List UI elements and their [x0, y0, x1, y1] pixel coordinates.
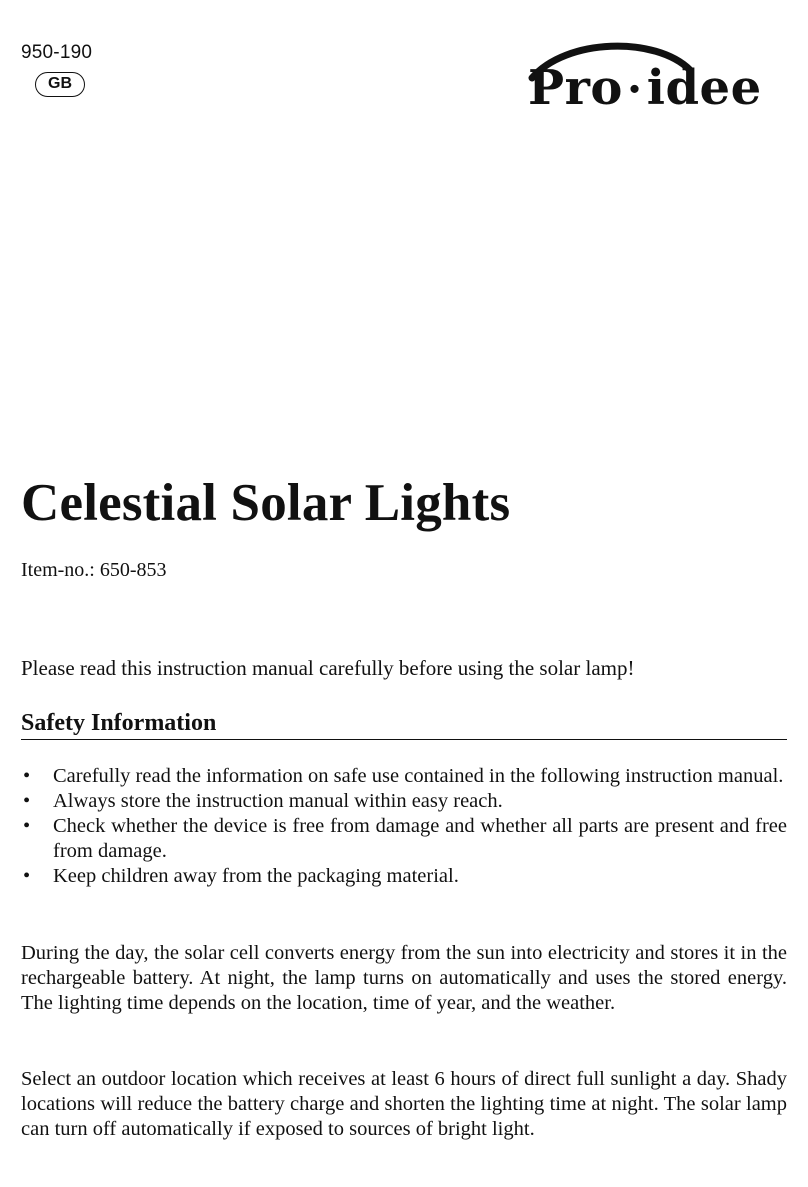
country-badge: GB — [35, 72, 85, 97]
list-item: • Always store the instruction manual within easy reach. — [21, 789, 787, 814]
list-item: • Check whether the device is free from damage and whether all parts are present and free from damage. — [21, 814, 787, 864]
safety-list — [21, 764, 787, 889]
solar-cell-paragraph: During the day, the solar cell converts energy from the sun into electricity and stores it in the rechargeable battery. At night, the lamp turns on automatically and uses the stored energy. The lighting time depends on the location, time of year, and the weather. — [21, 942, 787, 1014]
list-item: • Keep children away from the packaging material. — [21, 864, 787, 889]
location-paragraph: Select an outdoor location which receives at least 6 hours of direct full sunlight a day. Shady locations will reduce the battery charge and shorten the lighting time at night. The solar lamp can turn off automatically if exposed to sources of bright light. — [21, 1068, 787, 1140]
intro-text: Please read this instruction manual carefully before using the solar lamp! — [21, 656, 635, 680]
product-title: Celestial Solar Lights — [21, 474, 511, 532]
safety-heading: Safety Information — [21, 710, 787, 740]
brand-name-right: idee — [646, 60, 762, 116]
document-code: 950-190 — [21, 42, 93, 63]
brand-separator: · — [626, 64, 643, 115]
brand-name-left: Pro — [528, 60, 623, 116]
item-number: Item-no.: 650-853 — [21, 559, 167, 581]
list-item: • Carefully read the information on safe use contained in the following instruction manual. — [21, 764, 787, 789]
brand-logo — [526, 40, 792, 130]
